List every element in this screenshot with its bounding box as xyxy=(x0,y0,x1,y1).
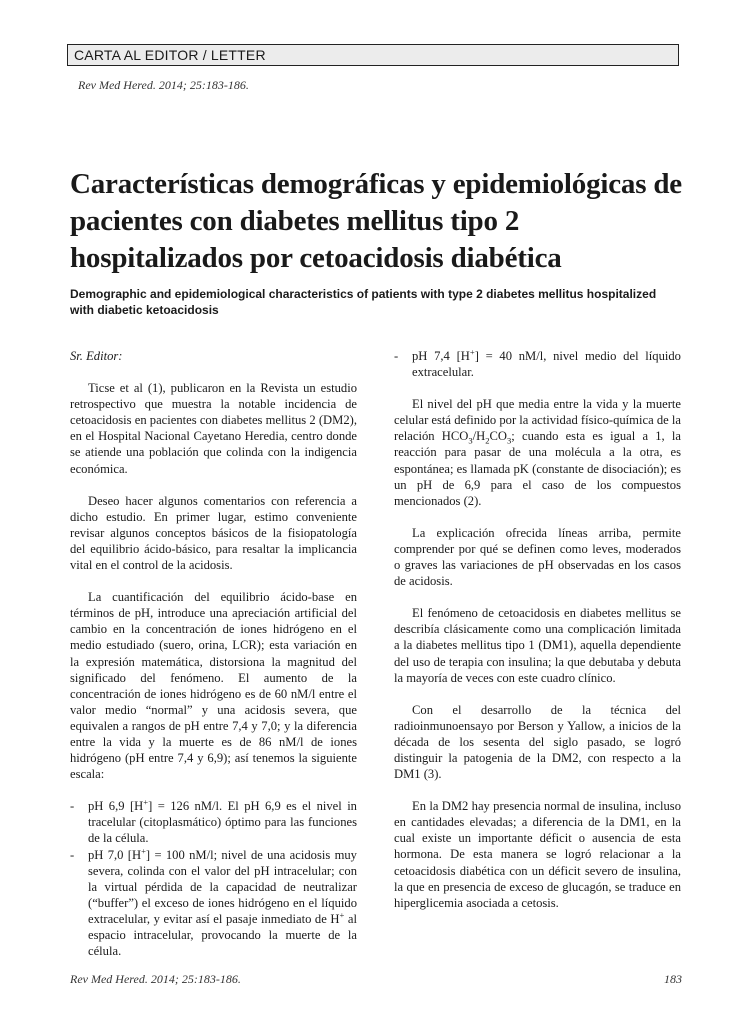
list-item-ph-7-0: - pH 7,0 [H+] = 100 nM/l; nivel de una acidosis muy severa, colinda con el valor del pH intracelular; con la virtual pérdida de la capacidad de neutralizar (“buffer”) el exceso de iones hidrógeno en el líquido extracelular, y evitar así el pasaje inmediato de H+ al espacio intracelular, provocando la muerte de la célula. xyxy=(70,845,357,959)
list-item-ph-6-9: - pH 6,9 [H+] = 126 nM/l. El pH 6,9 es el nivel in tracelular (citoplasmático) óptimo para las funciones de la célula. xyxy=(70,797,357,846)
paragraph-2: Deseo hacer algunos comentarios con referencia a dicho estudio. En primer lugar, estimo conveniente revisar algunos conceptos básicos de la fisiopatología del equilibrio ácido-básico, para resaltar la implicancia vital en el control de la acidosis. xyxy=(70,493,357,573)
list-marker: - xyxy=(70,799,75,814)
paragraph-6: El fenómeno de cetoacidosis en diabetes mellitus se describía clásicamente como una complicación limitada a la diabetes mellitus tipo 1 (DM1), aquella dependiente del uso de terapia con insulina; la que debutaba y debuta la mayoría de veces con este cuadro clínico. xyxy=(394,606,681,685)
paragraph-3: La cuantificación del equilibrio ácido-base en términos de pH, introduce una apreciación artificial del cambio en la concentración de iones hidrógeno en el medio estudiado (suero, orina, LCR); esta variación en la expresión matemática, distorsiona la magnitud del significado del fenómeno. El aumento de la concentración de iones hidrógeno es de 60 nM/l entre el valor medio “normal” y una acidosis severa, que equivalen a rangos de pH entre 7,4 y 7,0; y la diferencia entre la vida y la muerte es de 86 nM/l de iones hidrógeno (pH entre 7,4 y 6,9); así tenemos la siguiente escala: xyxy=(70,590,357,782)
article-subtitle: Demographic and epidemiological characteristics of patients with type 2 diabetes mellitus hospitalized with diabetic ketoacidosis xyxy=(70,287,657,317)
list-item-ph-7-4: - pH 7,4 [H+] = 40 nM/l, nivel medio del líquido extracelular. xyxy=(394,346,681,380)
header-citation: Rev Med Hered. 2014; 25:183-186. xyxy=(78,78,249,92)
footer-citation: Rev Med Hered. 2014; 25:183-186. xyxy=(70,972,241,986)
paragraph-1: Ticse et al (1), publicaron en la Revista un estudio retrospectivo que muestra la notable incidencia de cetoacidosis en pacientes con diabetes mellitus 2 (DM2), en el Hospital Nacional Cayetano Heredia, centro donde se atiende una población que colinda con la indigencia económica. xyxy=(70,381,357,476)
paragraph-8: En la DM2 hay presencia normal de insulina, incluso en cantidades elevadas; a diferencia de la DM1, en la cual existe un importante déficit o ausencia de esta hormona. De esta manera se logró relacionar a la cetoacidosis diabética con un déficit severo de insulina, la que en presencia de exceso de glucagón, se traduce en hiperglicemia asociada a cetosis. xyxy=(394,799,681,910)
section-label: CARTA AL EDITOR / LETTER xyxy=(74,47,266,63)
article-title: Características demográficas y epidemiológicas de pacientes con diabetes mellitus tipo 2 hospitalizados por cetoacidosis diabética xyxy=(70,168,682,274)
left-column xyxy=(70,348,357,959)
paragraph-7: Con el desarrollo de la técnica del radioinmunoensayo por Berson y Yallow, a inicios de la década de los sesenta del siglo pasado, se logró distinguir la patogenia de la DM2, con respecto a la DM1 (3). xyxy=(394,702,681,782)
list-marker: - xyxy=(70,847,75,862)
salutation: Sr. Editor: xyxy=(70,349,123,363)
paragraph-5: La explicación ofrecida líneas arriba, permite comprender por qué se definen como leves, moderados o graves las variaciones de pH observadas en los casos de acidosis. xyxy=(394,525,681,589)
right-column xyxy=(394,348,681,911)
section-banner xyxy=(67,44,679,66)
paragraph-4: El nivel del pH que media entre la vida y la muerte celular está definido por la actividad físico-química de la relación $HCO_3/H_2CO_3$; cuando esta es igual a 1, la reacción para pasar de una molécula a la otra, es espontánea; es llamada pK (constante de disociación); es un pH de 6,9 para el caso de los compuestos mencionados (2). xyxy=(394,397,682,508)
list-marker: - xyxy=(394,349,399,363)
page-number: 183 xyxy=(664,972,682,986)
